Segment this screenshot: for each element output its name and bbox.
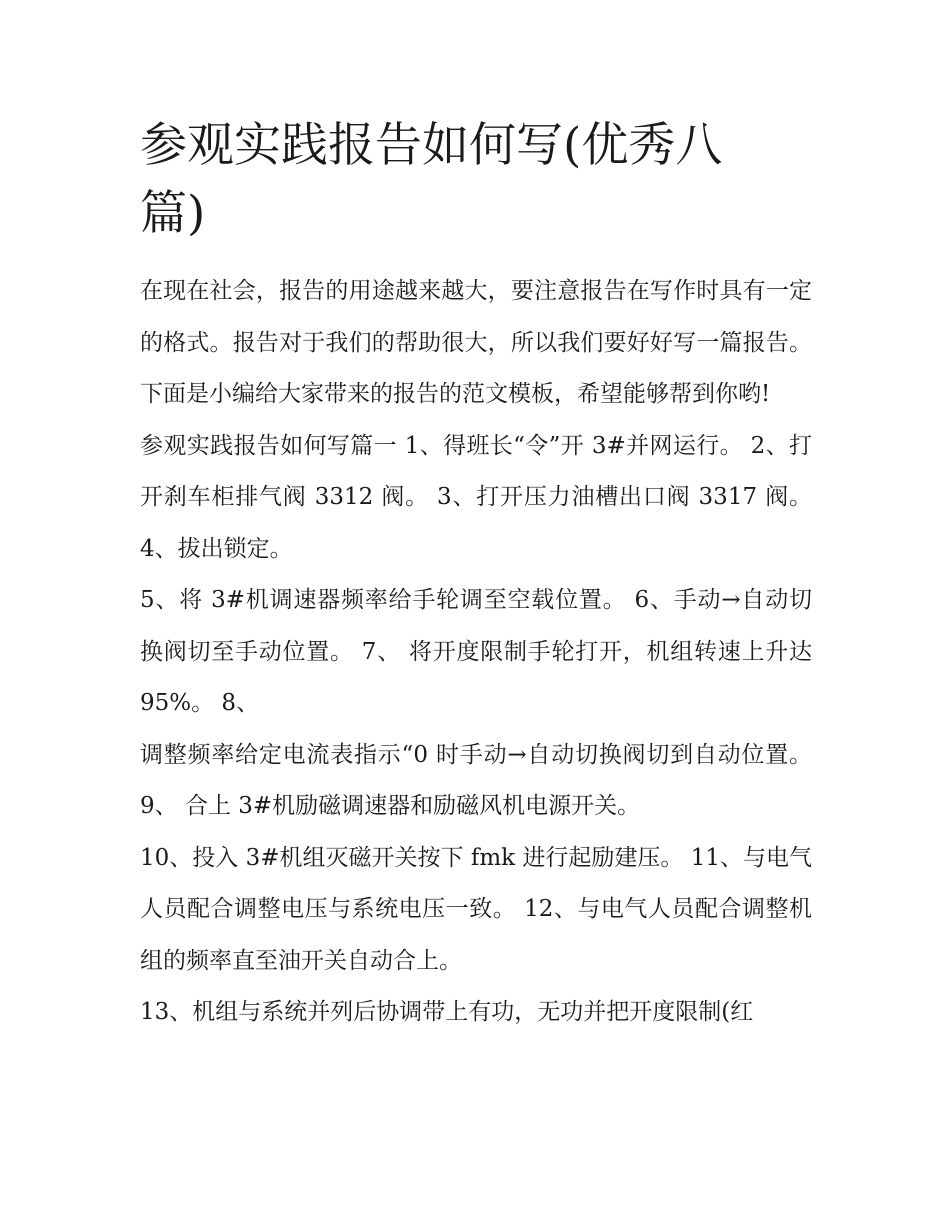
paragraph-4: 10、投入 3#机组灭磁开关按下 fmk 进行起励建压。 11、与电气人员配合调整电压与系统电压一致。 12、与电气人员配合调整机组的频率直至油开关自动合上。 [140, 844, 812, 974]
paragraph-3: 调整频率给定电流表指示“0 时手动→自动切换阀切到自动位置。 9、 合上 3#机励磁调速器和励磁风机电源开关。 [140, 741, 812, 819]
paragraph-1: 参观实践报告如何写篇一 1、得班长“令”开 3#并网运行。 2、打开刹车柜排气阀 3312 阀。 3、打开压力油槽出口阀 3317 阀。 4、拔出锁定。 [140, 432, 812, 562]
document-title: 参观实践报告如何写(优秀八篇) [140, 118, 723, 241]
paragraph-intro: 在现在社会，报告的用途越来越大，要注意报告在写作时具有一定的格式。报告对于我们的帮助很大，所以我们要好好写一篇报告。下面是小编给大家带来的报告的范文模板，希望能够帮到你哟! [140, 278, 812, 407]
document-page [140, 112, 812, 1039]
paragraph-5: 13、机组与系统并列后协调带上有功，无功并把开度限制(红 [140, 999, 754, 1025]
paragraph-2: 5、将 3#机调速器频率给手轮调至空载位置。 6、手动→自动切换阀切至手动位置。 7、 将开度限制手轮打开，机组转速上升达 95%。 8、 [140, 587, 812, 716]
